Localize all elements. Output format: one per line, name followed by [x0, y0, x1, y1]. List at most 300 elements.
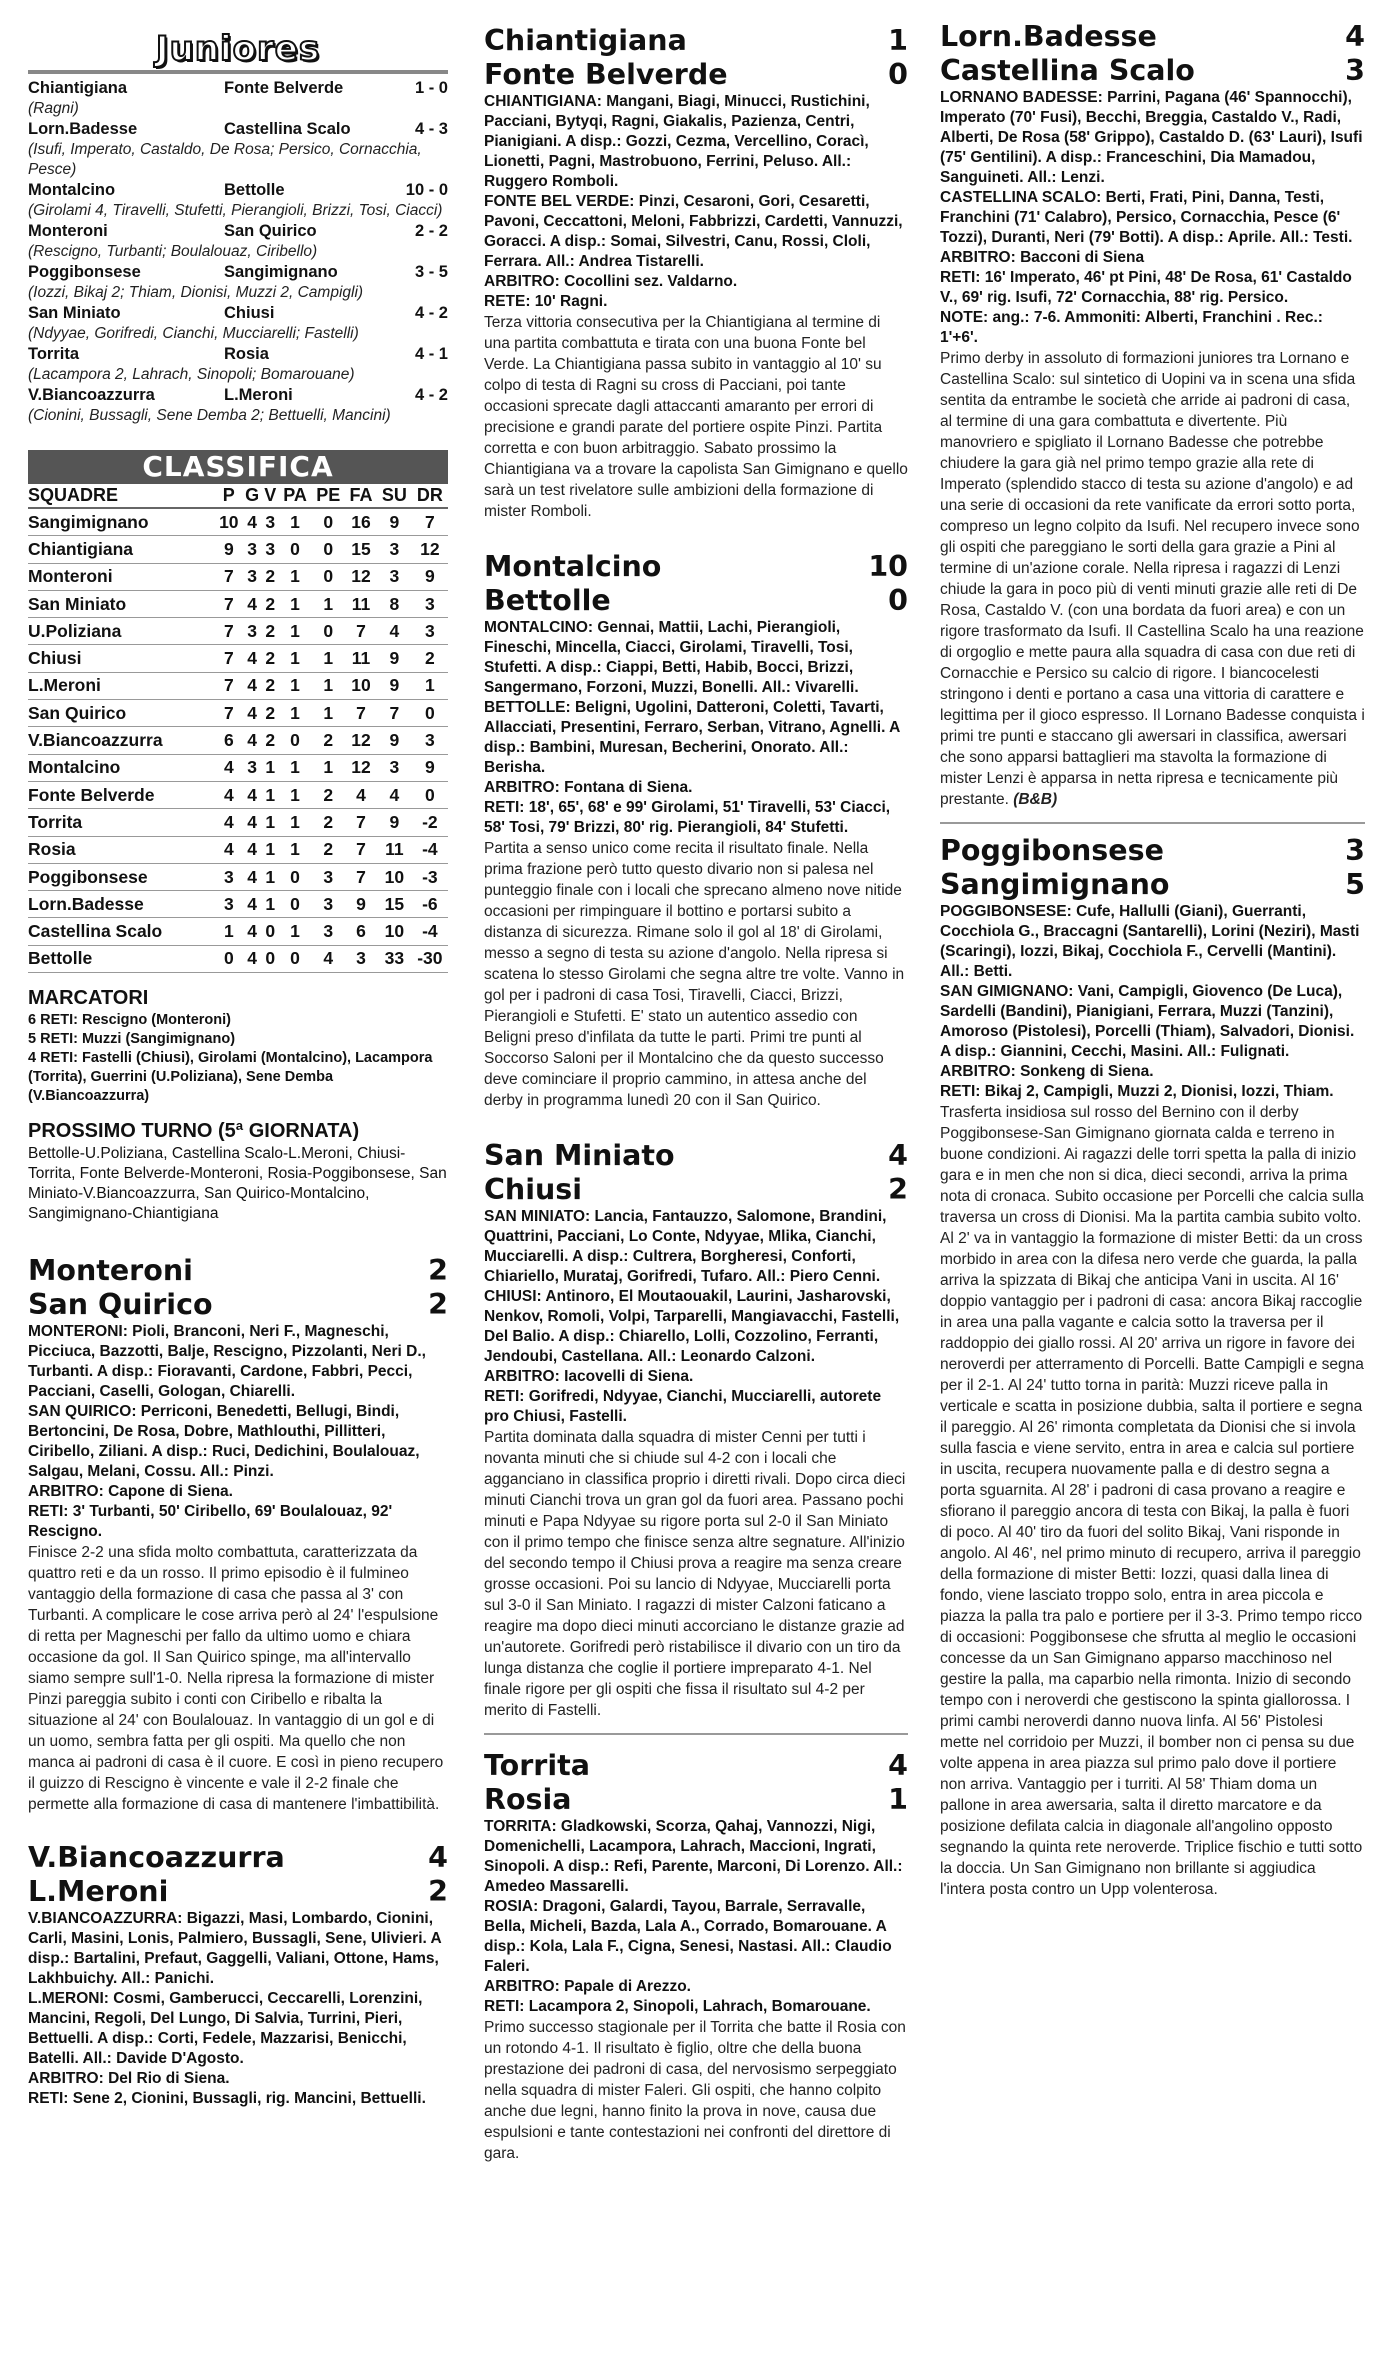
- standings-cell: 15: [377, 891, 412, 918]
- goals: RETI: 18', 65', 68' e 99' Girolami, 51' Tiravelli, 53' Ciacci, 58' Tosi, 79' Brizzi, 80' rig. Pierangioli, 84' Stufetti.: [484, 799, 891, 836]
- prossimo-turno-text: Bettolle-U.Poliziana, Castellina Scalo-L.Meroni, Chiusi-Torrita, Fonte Belverde-Monteroni, Rosia-Poggibonsese, San Miniato-V.Biancoazzurra, San Quirico-Montalcino, Sangimignano-Chiantigiana: [28, 1145, 447, 1223]
- standings-cell: 12: [412, 536, 448, 563]
- referee: ARBITRO: Bacconi di Siena: [940, 249, 1145, 266]
- result-home: Poggibonsese: [28, 263, 141, 281]
- standings-cell: 0: [312, 563, 345, 590]
- standings-header-cell: PA: [279, 484, 312, 508]
- divider: [940, 822, 1365, 824]
- standings-cell: 7: [345, 863, 377, 890]
- standings-cell: 9: [377, 645, 412, 672]
- goals: RETI: Sene 2, Cionini, Bussagli, rig. Mancini, Bettuelli.: [28, 2090, 426, 2108]
- standings-cell: 3: [242, 536, 262, 563]
- standings-cell: 11: [377, 836, 412, 863]
- standings-cell: 9: [377, 809, 412, 836]
- goals: RETI: 16' Imperato, 46' pt Pini, 48' De Rosa, 61' Castaldo V., 69' rig. Isufi, 72' Cornacchia, 88' rig. Persico.: [940, 269, 1352, 306]
- standings-cell: 7: [215, 700, 242, 727]
- standings-cell: 3: [377, 563, 412, 590]
- standings-cell: 1: [279, 645, 312, 672]
- standings-team: Torrita: [28, 809, 215, 836]
- referee: ARBITRO: Capone di Siena.: [28, 1483, 233, 1501]
- match-away: San Quirico 2: [28, 1288, 448, 1322]
- home-lineup: LORNANO BADESSE: Parrini, Pagana (46' Spannocchi), Imperato (70' Fusi), Becchi, Breggia, Castaldo V., Radi, Alberti, De Rosa (58' Grippo), Castaldo D. (63' Lauri), Isufi (75' Gentilini). A disp.: Franceschini, Dia Mamadou, Sanguineti. All.: Lenzi.: [940, 89, 1363, 186]
- away-lineup: CHIUSI: Antinoro, El Moutaouakil, Laurini, Jasharovski, Nenkov, Romoli, Volpi, Tarparelli, Mangiavacchi, Fastelli, Del Balio. A disp.: Chiarello, Lolli, Cozzolino, Ferranti, Jendoubi, Castellana. All.: Leonardo Calzoni.: [484, 1288, 900, 1365]
- home-lineup: V.BIANCOAZZURRA: Bigazzi, Masi, Lombardo, Cionini, Carli, Masini, Lonis, Palmiero, Bussagli, Sene, Ulivieri. A disp.: Bartalini, Prefaut, Gaggelli, Valiani, Ottone, Hams, Lakhbuichy. All.: Panichi.: [28, 1910, 442, 1988]
- results-list: [28, 78, 448, 426]
- divider: [484, 1733, 908, 1735]
- divider: [28, 70, 448, 74]
- standings-cell: 0: [279, 727, 312, 754]
- match-poggibonsese-sangimignano: [940, 834, 1365, 1900]
- result-away: Sangimignano: [224, 263, 338, 281]
- standings-row: [28, 508, 448, 536]
- standings-team: San Miniato: [28, 590, 215, 617]
- marcatori-title: MARCATORI: [28, 987, 149, 1010]
- standings-cell: 4: [215, 781, 242, 808]
- column-right: [940, 0, 1365, 1900]
- result-away: Rosia: [224, 345, 269, 363]
- standings-row: [28, 618, 448, 645]
- goals: RETE: 10' Ragni.: [484, 293, 608, 310]
- standings-cell: 2: [262, 618, 279, 645]
- match-sanminiato-chiusi: [484, 1139, 908, 1721]
- standings-cell: 10: [377, 863, 412, 890]
- result-score: 4 - 2: [414, 304, 448, 322]
- home-lineup: POGGIBONSESE: Cufe, Hallulli (Giani), Guerranti, Cocchiola G., Braccagni (Santarelli), Lorini (Neziri), Masti (Scaringi), Iozzi, Bikaj, Cocchiola F., Cervelli (Mantini). All.: Betti.: [940, 903, 1360, 980]
- match-home: V.Biancoazzurra 4: [28, 1841, 448, 1875]
- standings-cell: 6: [215, 727, 242, 754]
- standings-header-cell: G: [242, 484, 262, 508]
- standings-cell: 12: [345, 563, 377, 590]
- standings-cell: 2: [262, 727, 279, 754]
- juniores-banner: Juniores: [155, 29, 321, 69]
- standings-cell: 4: [242, 590, 262, 617]
- match-home: San Miniato 4: [484, 1139, 908, 1172]
- result-scorers: (Iozzi, Bikaj 2; Thiam, Dionisi, Muzzi 2, Campigli): [28, 284, 364, 301]
- standings-cell: -4: [412, 836, 448, 863]
- standings-cell: 4: [242, 809, 262, 836]
- result-home: Montalcino: [28, 181, 116, 199]
- standings-row: [28, 945, 448, 972]
- standings-header-cell: FA: [345, 484, 377, 508]
- standings-cell: 33: [377, 945, 412, 972]
- standings-row: [28, 863, 448, 890]
- standings-cell: 1: [312, 645, 345, 672]
- standings-row: [28, 590, 448, 617]
- standings-cell: 3: [242, 618, 262, 645]
- standings-cell: 0: [312, 618, 345, 645]
- author-sign: (B&B): [1013, 791, 1058, 808]
- standings-cell: 4: [312, 945, 345, 972]
- standings-cell: 0: [262, 918, 279, 945]
- standings-header-cell: SQUADRE: [28, 484, 215, 508]
- standings-team: Chiusi: [28, 645, 215, 672]
- standings-cell: 8: [377, 590, 412, 617]
- goals: RETI: Bikaj 2, Campigli, Muzzi 2, Dionisi, Iozzi, Thiam.: [940, 1083, 1334, 1100]
- result-row: [28, 385, 448, 406]
- result-row: [28, 344, 448, 365]
- result-away: Chiusi: [224, 304, 275, 322]
- standings-cell: 1: [312, 700, 345, 727]
- standings-cell: 7: [215, 590, 242, 617]
- standings-team: Castellina Scalo: [28, 918, 215, 945]
- standings-cell: 9: [412, 754, 448, 781]
- standings-cell: 1: [262, 891, 279, 918]
- standings-cell: 4: [345, 781, 377, 808]
- result-away: Fonte Belverde: [224, 79, 344, 97]
- referee: ARBITRO: Sonkeng di Siena.: [940, 1063, 1154, 1080]
- standings-cell: -3: [412, 863, 448, 890]
- result-scorers: (Lacampora 2, Lahrach, Sinopoli; Bomarouane): [28, 366, 355, 383]
- standings-cell: 0: [312, 508, 345, 536]
- standings-header-cell: P: [215, 484, 242, 508]
- standings-cell: 3: [312, 918, 345, 945]
- match-montalcino-bettolle: [484, 550, 908, 1111]
- standings-cell: 4: [242, 781, 262, 808]
- standings-cell: 9: [377, 508, 412, 536]
- standings-cell: 4: [242, 918, 262, 945]
- match-away: Rosia 1: [484, 1783, 908, 1816]
- goals: RETI: 3' Turbanti, 50' Ciribello, 69' Boulalouaz, 92' Rescigno.: [28, 1503, 393, 1541]
- standings-team: Bettolle: [28, 945, 215, 972]
- standings-cell: 11: [345, 590, 377, 617]
- standings-row: [28, 781, 448, 808]
- standings-cell: 2: [262, 645, 279, 672]
- result-row: [28, 262, 448, 283]
- standings-header-cell: PE: [312, 484, 345, 508]
- standings-team: Sangimignano: [28, 508, 215, 536]
- standings-cell: 3: [242, 563, 262, 590]
- match-biancoazzurra-meroni: [28, 1841, 448, 2109]
- standings-cell: 4: [242, 836, 262, 863]
- match-report: Primo derby in assoluto di formazioni juniores tra Lornano e Castellina Scalo: sul sintetico di Uopini va in scena una sfida sentita da entrambe le società che arride ai padroni di casa, al termine di una gara combattuta e divertente. Più manovriero e spigliato il Lornano Badesse che potrebbe chiudere la gara già nel primo tempo grazie alla rete di Imperato (splendido stacco di testa su azione d'angolo) e ad una serie di occasioni da rete vanificate da errori sotto porta, compreso un legno colpito da Isufi. Nel recupero invece sono gli ospiti che pareggiano le sorti della gara grazie a Pini al termine di un'azione corale. Nella ripresa i ragazzi di Lenzi chiude la gara in poco più di venti minuti grazie alle reti di De Rosa, Castaldo V. (con una bordata da fuori area) e con un rigore trasformato da Isufi. Il Castellina Scalo ha una reazione di orgoglio e mette paura alla squadra di casa con due reti di Cornacchie e Persico su calcio di rigore. I biancocelesti stringono i denti e portano a casa una vittoria di carattere e legittima per il gioco espresso. Il Lornano Badesse conquista i primi tre punti e staccano gli awersari in classifica, awersari che sono apparsi battaglieri ma stavolta la formazione di mister Lenzi è apparsa in netta ripresa e tecnicamente più prestante. (B&B): [940, 350, 1365, 808]
- standings-cell: 2: [262, 590, 279, 617]
- standings-cell: 4: [242, 508, 262, 536]
- standings-cell: 12: [345, 727, 377, 754]
- standings-cell: 0: [262, 945, 279, 972]
- prossimo-turno-title: PROSSIMO TURNO (5ª GIORNATA): [28, 1120, 360, 1143]
- standings-team: Monteroni: [28, 563, 215, 590]
- standings-cell: 3: [262, 508, 279, 536]
- standings-cell: 1: [312, 754, 345, 781]
- standings-cell: 2: [262, 563, 279, 590]
- standings-cell: 3: [412, 727, 448, 754]
- standings-cell: 1: [279, 836, 312, 863]
- referee: ARBITRO: Del Rio di Siena.: [28, 2070, 230, 2088]
- standings-row: [28, 563, 448, 590]
- standings-cell: 4: [377, 618, 412, 645]
- standings-cell: 2: [312, 781, 345, 808]
- home-lineup: MONTERONI: Pioli, Branconi, Neri F., Magneschi, Picciuca, Bazzotti, Balje, Rescigno, Pizzolanti, Neri D., Turbanti. A disp.: Fioravanti, Cardone, Fabbri, Pecci, Pacciani, Caselli, Gologan, Chiarelli.: [28, 1323, 426, 1401]
- standings-cell: 0: [279, 863, 312, 890]
- standings-row: [28, 700, 448, 727]
- standings-row: [28, 645, 448, 672]
- goals: RETI: Gorifredi, Ndyyae, Cianchi, Mucciarelli, autorete pro Chiusi, Fastelli.: [484, 1388, 882, 1425]
- standings-cell: 7: [345, 836, 377, 863]
- standings-team: Rosia: [28, 836, 215, 863]
- result-home: Torrita: [28, 345, 80, 363]
- standings-cell: 3: [242, 754, 262, 781]
- result-away: Castellina Scalo: [224, 120, 351, 138]
- standings-cell: 0: [412, 781, 448, 808]
- match-lornbadesse-castellina: [940, 20, 1365, 810]
- home-lineup: CHIANTIGIANA: Mangani, Biagi, Minucci, Rustichini, Pacciani, Bytyqi, Ragni, Giakalis, Pazienza, Centri, Pianigiani. A disp.: Gozzi, Cezma, Vercellino, Coracì, Lionetti, Pagni, Mastrobuono, Ferrini, Peluso. All.: Ruggero Romboli.: [484, 93, 870, 190]
- result-scorers: (Girolami 4, Tiravelli, Stufetti, Pierangioli, Brizzi, Tosi, Ciacci): [28, 202, 443, 219]
- match-home: Torrita 4: [484, 1749, 908, 1782]
- standings-cell: 7: [215, 563, 242, 590]
- standings-cell: 2: [312, 836, 345, 863]
- result-row: [28, 303, 448, 324]
- home-lineup: TORRITA: Gladkowski, Scorza, Qahaj, Vannozzi, Nigi, Domenichelli, Lacampora, Lahrach, Maccioni, Ingrati, Sinopoli. A disp.: Refi, Parente, Marconi, Di Lorenzo. All.: Amedeo Massarelli.: [484, 1818, 903, 1895]
- match-report: Partita a senso unico come recita il risultato finale. Nella prima frazione però tutto questo divario non si palesa nel punteggio finale con i locali che sprecano almeno nove nitide occasioni per rimpinguare il bottino e portarsi subito a distanza di sicurezza. Rimane solo il gol al 18' di Girolami, messo a segno di testa su azione d'angolo. Nella ripresa si scatena lo stesso Girolami che segna altre tre volte. Vanno in gol per i padroni di casa Tosi, Tiravelli, Ciacci, Brizzi, Pierangioli e Stufetti. E' stato un autentico assedio con Beligni preso d'infilata da tutte le parti. Primi tre punti al Soccorso Saloni per il Montalcino che da questo successo deve cominciare il proprio cammino, in attesa anche del derby in programma lunedì 20 con il San Quirico.: [484, 840, 905, 1109]
- referee: ARBITRO: Iacovelli di Siena.: [484, 1368, 694, 1385]
- standings-header-cell: V: [262, 484, 279, 508]
- standings-cell: 7: [345, 700, 377, 727]
- classifica-banner: CLASSIFICA: [28, 450, 448, 484]
- standings-cell: 0: [279, 945, 312, 972]
- match-away: Sangimignano 5: [940, 868, 1365, 901]
- standings-cell: 15: [345, 536, 377, 563]
- standings-cell: 3: [412, 618, 448, 645]
- result-scorers: (Rescigno, Turbanti; Boulalouaz, Ciribello): [28, 243, 318, 260]
- match-home: Chiantigiana 1: [484, 24, 908, 57]
- standings-row: [28, 536, 448, 563]
- standings-cell: 11: [345, 645, 377, 672]
- standings-cell: 3: [215, 863, 242, 890]
- match-away: Fonte Belverde 0: [484, 58, 908, 91]
- result-home: San Miniato: [28, 304, 121, 322]
- result-row: [28, 119, 448, 140]
- match-home: Poggibonsese 3: [940, 834, 1365, 867]
- standings-cell: 1: [412, 672, 448, 699]
- standings-cell: 4: [242, 891, 262, 918]
- home-lineup: MONTALCINO: Gennai, Mattii, Lachi, Pierangioli, Fineschi, Mincella, Ciacci, Girolami, Tiravelli, Tosi, Stufetti. A disp.: Ciappi, Betti, Habib, Bocci, Brizzi, Sangermano, Forzoni, Muzzi, Bonelli. All.: Vivarelli.: [484, 619, 859, 696]
- standings-cell: 2: [412, 645, 448, 672]
- standings-cell: 12: [345, 754, 377, 781]
- match-report: Terza vittoria consecutiva per la Chiantigiana al termine di una partita combattuta e tirata con una buona Fonte bel Verde. La Chiantigiana passa subito in vantaggio al 10' su colpo di testa di Ragni su cross di Pacciani, poi tante occasioni sprecate dagli attaccanti amaranto per errori di precisione e grandi parate del portiere ospite Pinzi. Partita corretta e con buon arbitraggio. Sabato prossimo la Chiantigiana va a trovare la capolista San Gimignano e quello sarà un test rivelatore sulle ambizioni della formazione di mister Romboli.: [484, 314, 908, 520]
- result-score: 3 - 5: [414, 263, 448, 281]
- standings-cell: 4: [215, 754, 242, 781]
- standings-cell: 0: [279, 891, 312, 918]
- standings-cell: 3: [312, 863, 345, 890]
- standings-cell: 1: [279, 508, 312, 536]
- standings-cell: 7: [345, 809, 377, 836]
- away-lineup: FONTE BEL VERDE: Pinzi, Cesaroni, Gori, Cesaretti, Pavoni, Ceccattoni, Meloni, Fabbrizzi, Cardetti, Vannuzzi, Goracci. A disp.: Somai, Silvestri, Canu, Rossi, Cloli, Ferrara. All.: Andrea Tistarelli.: [484, 193, 903, 270]
- standings-cell: 4: [242, 700, 262, 727]
- standings-team: U.Poliziana: [28, 618, 215, 645]
- standings-cell: 7: [215, 618, 242, 645]
- result-row: [28, 180, 448, 201]
- standings-cell: 0: [279, 536, 312, 563]
- result-away: San Quirico: [224, 222, 317, 240]
- standings-cell: 3: [412, 590, 448, 617]
- result-scorers: (Ragni): [28, 100, 79, 117]
- standings-cell: 4: [242, 645, 262, 672]
- standings-header-cell: DR: [412, 484, 448, 508]
- goals: RETI: Lacampora 2, Sinopoli, Lahrach, Bomarouane.: [484, 1998, 871, 2015]
- standings-cell: 3: [377, 536, 412, 563]
- away-lineup: SAN QUIRICO: Perriconi, Benedetti, Bellugi, Bindi, Bertoncini, De Rosa, Dobre, Mathlouthi, Pillitteri, Ciribello, Ziliani. A disp.: Ruci, Dedichini, Boulalouaz, Salgau, Melani, Cossu. All.: Pinzi.: [28, 1403, 420, 1481]
- result-score: 1 - 0: [414, 79, 448, 97]
- referee: ARBITRO: Fontana di Siena.: [484, 779, 693, 796]
- standings-cell: 1: [279, 809, 312, 836]
- standings-header-cell: SU: [377, 484, 412, 508]
- away-lineup: BETTOLLE: Beligni, Ugolini, Datteroni, Coletti, Tavarti, Allacciati, Presentini, Ferraro, Serban, Vitrano, Agnelli. A disp.: Bambini, Muresan, Becherini, Onorato. All.: Berisha.: [484, 699, 900, 776]
- standings-cell: 9: [377, 672, 412, 699]
- match-monteroni-sanquirico: [28, 1254, 448, 1815]
- standings-cell: 0: [215, 945, 242, 972]
- standings-cell: 1: [262, 781, 279, 808]
- standings-cell: 1: [279, 590, 312, 617]
- match-report: Trasferta insidiosa sul rosso del Bernino con il derby Poggibonsese-San Gimignano giornata calda e terreno in buone condizioni. Ai ragazzi delle torri spetta la palla di inizio gara e in men che non si dica, dieci secondi, arriva la prima nota di cronaca. Subito occasione per Porcelli che calcia sulla traversa un cross di Dionisi. Ma la partita cambia subito volto. Al 2' va in vantaggio la formazione di mister Betti: da un cross morbido in area con la difesa nero verde che guarda, la palla arriva la spizzata di Bikaj che anticipa Vani in uscita. Al 16' doppio vantaggio per i padroni di casa: ancora Bikaj raccoglie in area una palla vagante e calcia sotto la traversa per il raddoppio dei giallo rossi. Al 20' arriva un rigore in favore dei neroverdi per atterramento di Porcelli. Batte Campigli e segna per il 2-1. Al 24' tutto torna in parità: Muzzi riceve palla in verticale e scatta in posizione dubbia, salta il portiere e segna il pareggio. Al 26' rimonta completata da Dionisi che si invola sulla fascia e viene servito, entra in area e calcia sul portiere in uscita, recupera nuovamente palla e di destro segna a porta sguarnita. Al 28' i padroni di casa provano a reagire e sfiorano il pareggio ancora di testa con Bikaj, la palla è fuori di poco. Al 40' tiro da fuori del solito Bikaj, Vani risponde in angolo. Al 46', nel primo minuto di recupero, arriva il pareggio della formazione di mister Betti: Iozzi, quasi dalla linea di fondo, viene lasciato troppo solo, entra in area piccola e piazza la palla tra palo e portiere per il 3-3. Primo tempo ricco di occasioni: Poggibonsese che sfrutta al meglio le occasioni concesse da un San Gimignano apparso macchinoso nel gestire la palla, ma caparbio nella rimonta. Inizio di secondo tempo con i neroverdi che gestiscono la spinta giallorossa. I primi cambi neroverdi danno nuova linfa. Al 56' Pistolesi mette nel corridoio per Muzzi, il bomber non ci pensa su due volte appena in area piazza sul primo palo dove il portiere non arriva. Vantaggio per i turriti. Al 58' Thiam doma un pallone in area awersaria, salta il diretto marcatore e da posizione defilata calcia in diagonale all'angolino opposto segnando la quinta rete neroverde. Triplice fischio e tutti sotto la doccia. Un San Gimignano non brillante si aggiudica l'intera posta contro un Upp volenterosa.: [940, 1104, 1364, 1898]
- result-away: Bettolle: [224, 181, 285, 199]
- standings-cell: 2: [312, 809, 345, 836]
- away-lineup: L.MERONI: Cosmi, Gamberucci, Ceccarelli, Lorenzini, Mancini, Regoli, Del Lungo, Di Salvia, Turrini, Pieri, Bettuelli. A disp.: Corti, Fedele, Mazzarisi, Benicchi, Batelli. All.: Davide D'Agosto.: [28, 1990, 423, 2068]
- match-away: Castellina Scalo 3: [940, 54, 1365, 87]
- result-scorers: (Ndyyae, Gorifredi, Cianchi, Mucciarelli; Fastelli): [28, 325, 359, 342]
- standings-cell: 1: [215, 918, 242, 945]
- standings-cell: 2: [262, 672, 279, 699]
- standings-row: [28, 836, 448, 863]
- standings-cell: 7: [345, 618, 377, 645]
- standings-cell: 10: [345, 672, 377, 699]
- standings-cell: 10: [215, 508, 242, 536]
- match-home: Monteroni 2: [28, 1254, 448, 1288]
- column-middle: [484, 0, 908, 2164]
- marcatori-line: 6 RETI: Rescigno (Monteroni): [28, 1012, 231, 1029]
- match-home: Lorn.Badesse 4: [940, 20, 1365, 53]
- standings-cell: 0: [412, 700, 448, 727]
- standings-team: San Quirico: [28, 700, 215, 727]
- standings-row: [28, 918, 448, 945]
- standings-row: [28, 754, 448, 781]
- column-left: [28, 0, 448, 2109]
- standings-cell: 4: [242, 727, 262, 754]
- referee: ARBITRO: Cocollini sez. Valdarno.: [484, 273, 738, 290]
- match-home: Montalcino 10: [484, 550, 908, 583]
- match-chiantigiana-fontebelverde: [484, 24, 908, 522]
- standings-cell: 1: [279, 700, 312, 727]
- match-away: Chiusi 2: [484, 1173, 908, 1206]
- standings-cell: 3: [345, 945, 377, 972]
- result-away: L.Meroni: [224, 386, 293, 404]
- standings-row: [28, 727, 448, 754]
- standings-team: Chiantigiana: [28, 536, 215, 563]
- result-score: 4 - 2: [414, 386, 448, 404]
- standings-team: V.Biancoazzurra: [28, 727, 215, 754]
- result-home: Monteroni: [28, 222, 108, 240]
- standings-cell: 1: [312, 672, 345, 699]
- standings-header-row: [28, 484, 448, 508]
- standings-cell: 7: [377, 700, 412, 727]
- result-row: [28, 78, 448, 99]
- result-score: 4 - 1: [414, 345, 448, 363]
- standings-cell: 6: [345, 918, 377, 945]
- standings-cell: 4: [242, 863, 262, 890]
- match-report: Primo successo stagionale per il Torrita che batte il Rosia con un rotondo 4-1. Il risultato è figlio, oltre che della buona prestazione dei padroni di casa, del nervosismo serpeggiato nella squadra di mister Faleri. Gli ospiti, che hanno colpito anche due legni, hanno finito la prova in nove, causa due espulsioni e tante contestazioni nei confronti del direttore di gara.: [484, 2019, 906, 2162]
- match-torrita-rosia: [484, 1749, 908, 2164]
- standings-team: Fonte Belverde: [28, 781, 215, 808]
- standings-team: Lorn.Badesse: [28, 891, 215, 918]
- notes: NOTE: ang.: 7-6. Ammoniti: Alberti, Franchini . Rec.: 1'+6'.: [940, 309, 1323, 346]
- result-home: Chiantigiana: [28, 79, 128, 97]
- result-row: [28, 221, 448, 242]
- standings-table: [28, 484, 448, 973]
- standings-cell: 9: [345, 891, 377, 918]
- standings-cell: 1: [262, 836, 279, 863]
- standings-cell: 1: [312, 590, 345, 617]
- standings-cell: 3: [312, 891, 345, 918]
- match-report: Finisce 2-2 una sfida molto combattuta, caratterizzata da quattro reti e da un rosso. Il primo episodio è il fulmineo vantaggio della formazione di casa che passa al 3' con Turbanti. A complicare le cose arriva però al 24' l'espulsione di retta per Magneschi per fallo da ultimo uomo e chiara occasione da gol. Il San Quirico spinge, ma all'intervallo siamo sempre sull'1-0. Nella ripresa la formazione di mister Pinzi pareggia subito i conti con Ciribello e ribalta la situazione al 24' con Boulalouaz. In vantaggio di un gol e di un uomo, sembra fatta per gli ospiti. Ma quello che non manca ai padroni di casa è il cuore. E così in pieno recupero il guizzo di Rescigno è vincente e vale il 2-2 finale che permette alla formazione di casa di mantenere l'imbattibilità.: [28, 1544, 444, 1814]
- result-score: 2 - 2: [414, 222, 448, 240]
- standings-cell: 4: [377, 781, 412, 808]
- standings-cell: 1: [262, 809, 279, 836]
- match-away: Bettolle 0: [484, 584, 908, 617]
- match-away: L.Meroni 2: [28, 1875, 448, 1909]
- result-scorers: (Cionini, Bussagli, Sene Demba 2; Bettuelli, Mancini): [28, 407, 391, 424]
- standings-row: [28, 891, 448, 918]
- result-home: Lorn.Badesse: [28, 120, 138, 138]
- standings-cell: 3: [262, 536, 279, 563]
- standings-cell: 16: [345, 508, 377, 536]
- standings-cell: 9: [377, 727, 412, 754]
- standings-cell: 2: [312, 727, 345, 754]
- standings-team: Poggibonsese: [28, 863, 215, 890]
- standings-cell: 1: [262, 863, 279, 890]
- standings-cell: 4: [242, 672, 262, 699]
- result-scorers: (Isufi, Imperato, Castaldo, De Rosa; Persico, Cornacchia, Pesce): [28, 141, 422, 178]
- standings-cell: -6: [412, 891, 448, 918]
- marcatori-line: 5 RETI: Muzzi (Sangimignano): [28, 1031, 236, 1048]
- standings-row: [28, 672, 448, 699]
- referee: ARBITRO: Papale di Arezzo.: [484, 1978, 691, 1995]
- standings-cell: 1: [279, 781, 312, 808]
- standings-team: Montalcino: [28, 754, 215, 781]
- standings-cell: 1: [279, 563, 312, 590]
- standings-cell: 7: [412, 508, 448, 536]
- away-lineup: CASTELLINA SCALO: Berti, Frati, Pini, Danna, Testi, Franchini (71' Calabro), Persico, Cornacchia, Pesce (6' Tozzi), Duranti, Neri (79' Botti). A disp.: Aprile. All.: Testi.: [940, 189, 1353, 246]
- standings-cell: -4: [412, 918, 448, 945]
- standings-cell: -30: [412, 945, 448, 972]
- match-report: Partita dominata dalla squadra di mister Cenni per tutti i novanta minuti che si chiude sul 4-2 con i locali che agganciano in classifica proprio i diretti rivali. Dopo circa dieci minuti Cianchi trova un gran gol da fuori area. Passano pochi minuti e Papa Ndyyae su rigore porta sul 2-0 il San Miniato con il primo tempo che finisce senza altre segnature. All'inizio del secondo tempo il Chiusi prova a reagire ma senza creare grosse occasioni. Poi su lancio di Ndyyae, Mucciarelli porta sul 3-0 il San Miniato. I ragazzi di mister Calzoni faticano a reagire ma dopo dieci minuti accorciano le distanze grazie ad un'autorete. Gorifredi però ristabilisce il divario con un tiro da lunga distanza che coglie il portiere impreparato 4-1. Nel finale rigore per gli ospiti che fissa il risultato sul 4-2 per merito di Fastelli.: [484, 1429, 906, 1719]
- standings-cell: 1: [279, 618, 312, 645]
- standings-cell: 0: [312, 536, 345, 563]
- away-lineup: ROSIA: Dragoni, Galardi, Tayou, Barrale, Serravalle, Bella, Micheli, Bazda, Lala A., Corrado, Bomarouane. A disp.: Kola, Lala F., Cigna, Senesi, Nastasi. All.: Claudio Faleri.: [484, 1898, 892, 1975]
- standings-cell: 3: [215, 891, 242, 918]
- standings-cell: 7: [215, 672, 242, 699]
- standings-cell: 4: [242, 945, 262, 972]
- standings-team: L.Meroni: [28, 672, 215, 699]
- standings-cell: 9: [215, 536, 242, 563]
- standings-cell: -2: [412, 809, 448, 836]
- standings-cell: 1: [279, 918, 312, 945]
- marcatori-line: 4 RETI: Fastelli (Chiusi), Girolami (Montalcino), Lacampora (Torrita), Guerrini (U.Poliziana), Sene Demba (V.Biancoazzurra): [28, 1050, 433, 1105]
- standings-cell: 7: [215, 645, 242, 672]
- result-score: 10 - 0: [405, 181, 448, 199]
- standings-cell: 3: [377, 754, 412, 781]
- standings-cell: 9: [412, 563, 448, 590]
- result-score: 4 - 3: [414, 120, 448, 138]
- away-lineup: SAN GIMIGNANO: Vani, Campigli, Giovenco (De Luca), Sardelli (Bandini), Pianigiani, Ferrara, Muzzi (Tanzini), Amoroso (Pistolesi), Porcelli (Thiam), Salvadori, Dionisi. A disp.: Giannini, Cecchi, Masini. All.: Fulignati.: [940, 983, 1355, 1060]
- standings-row: [28, 809, 448, 836]
- standings-cell: 10: [377, 918, 412, 945]
- result-home: V.Biancoazzurra: [28, 386, 155, 404]
- standings-cell: 1: [279, 672, 312, 699]
- standings-cell: 4: [215, 809, 242, 836]
- standings-cell: 2: [262, 700, 279, 727]
- standings-cell: 1: [279, 754, 312, 781]
- home-lineup: SAN MINIATO: Lancia, Fantauzzo, Salomone, Brandini, Quattrini, Pacciani, Lo Conte, Ndyyae, Mlika, Cianchi, Mucciarelli. A disp.: Cultrera, Borgheresi, Conforti, Chiariello, Murataj, Gorifredi, Tufaro. All.: Piero Cenni.: [484, 1208, 887, 1285]
- standings-cell: 1: [262, 754, 279, 781]
